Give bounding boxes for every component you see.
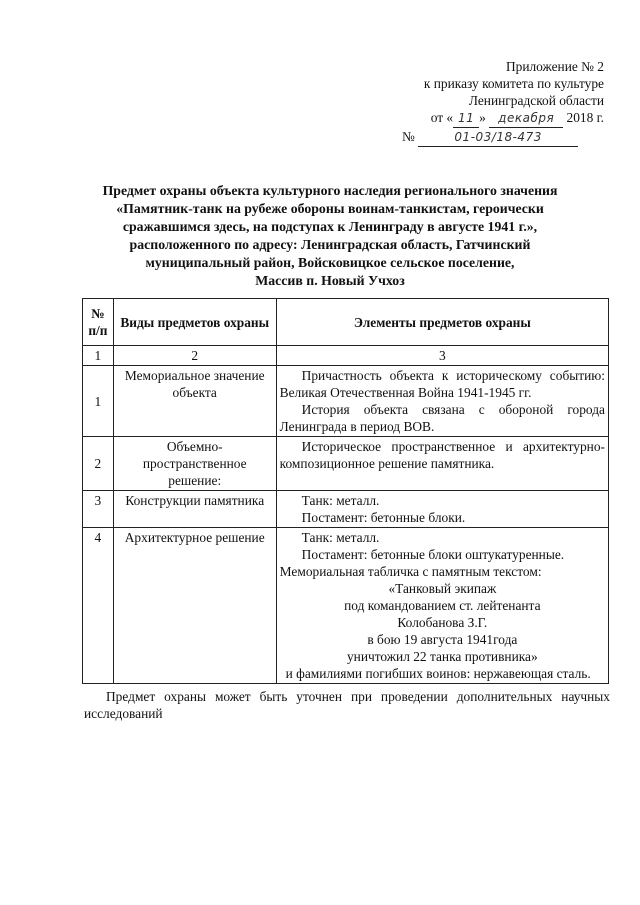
order-number: № 01-03/18-473	[364, 128, 604, 147]
protection-table	[82, 298, 609, 684]
appendix-label: Приложение № 2	[505, 59, 604, 74]
appendix-header	[364, 58, 604, 147]
col-header-number: № п/п	[83, 299, 114, 346]
footer-note: Предмет охраны может быть уточнен при проведении дополнительных научных исследований	[84, 689, 610, 721]
order-reference: к приказу комитета по культуре	[423, 76, 604, 91]
date-day: 11	[453, 110, 479, 128]
document-title: Предмет охраны объекта культурного наследия регионального значения «Памятник-танк на рубеже обороны воинам-танкистам, героически сражавшимся здесь, на подступах к Ленинграду в августе 1941 г.», расположенного по адресу: Ленинградская область, Гатчинский муниципальный район, Войсковицкое сельское поселение, Массив п. Новый Учхоз	[102, 183, 558, 288]
table-row: 2 Объемно-пространственное решение: Историческое пространственное и архитектурно-композиционное решение памятника.	[83, 437, 609, 491]
order-date: от « 11 » декабря 2018 г.	[364, 109, 604, 128]
table-row: 1 Мемориальное значение объекта Причастность объекта к историческому событию: Великая Отечественная Война 1941-1945 гг. История объекта связана с обороной города Ленинграда в период ВОВ.	[83, 366, 609, 437]
table-row: 4 Архитектурное решение Танк: металл. Постамент: бетонные блоки оштукатуренные. Мемориальная табличка с памятным текстом: «Танковый экипаж под командованием ст. лейтенанта Колобанова З.Г. в бою 19 августа 1941года уничтожил 22 танка противника» и фамилиями погибших воинов: нержавеющая сталь.	[83, 528, 609, 684]
table-header-row	[83, 299, 609, 346]
date-year: 2018 г.	[566, 110, 604, 125]
table-index-row: 1 2 3	[83, 346, 609, 366]
table-row: 3 Конструкции памятника Танк: металл. Постамент: бетонные блоки.	[83, 491, 609, 528]
order-number-value: 01-03/18-473	[418, 129, 578, 147]
region-name: Ленинградской области	[468, 93, 604, 108]
col-header-elements: Элементы предметов охраны	[276, 299, 608, 346]
col-header-kind: Виды предметов охраны	[113, 299, 276, 346]
date-month: декабря	[489, 110, 563, 128]
